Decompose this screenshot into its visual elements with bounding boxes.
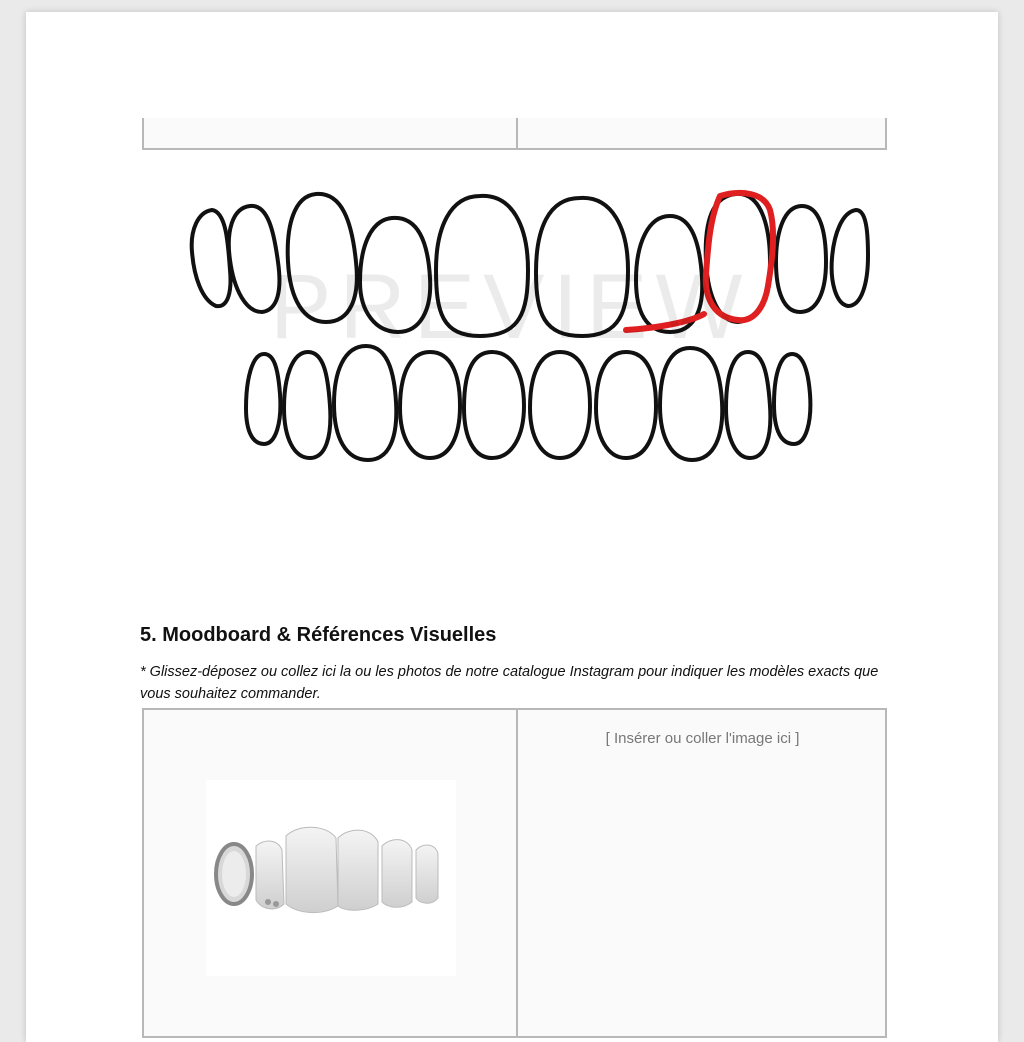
upper-tooth-1 [192, 210, 231, 306]
previous-table-bottom [142, 118, 887, 150]
upper-tooth-9 [776, 206, 826, 312]
lower-tooth-10 [774, 354, 810, 444]
reference-image-table [142, 708, 887, 1038]
lower-tooth-8 [660, 348, 722, 460]
lower-tooth-4 [400, 352, 460, 458]
lower-tooth-6 [530, 352, 590, 458]
image-placeholder[interactable]: [ Insérer ou coller l'image ici ] [605, 730, 800, 747]
lower-tooth-2 [284, 352, 330, 458]
table-column-divider [516, 710, 518, 1036]
upper-tooth-10 [832, 210, 868, 306]
table-column-divider [516, 118, 518, 148]
grillz-photo-icon [206, 780, 456, 976]
grillz-reference-photo[interactable] [206, 780, 456, 976]
section-title: 5. Moodboard & Références Visuelles [140, 624, 497, 646]
lower-tooth-9 [726, 352, 770, 458]
lower-tooth-1 [246, 354, 280, 444]
section-note: * Glissez-déposez ou collez ici la ou les photos de notre catalogue Instagram pour indiquer les modèles exacts que vous souhaitez commander. [140, 664, 879, 702]
lower-tooth-3 [334, 346, 396, 460]
preview-watermark: PREVIEW [270, 256, 751, 358]
lower-tooth-5 [464, 352, 524, 458]
lower-tooth-7 [596, 352, 656, 458]
